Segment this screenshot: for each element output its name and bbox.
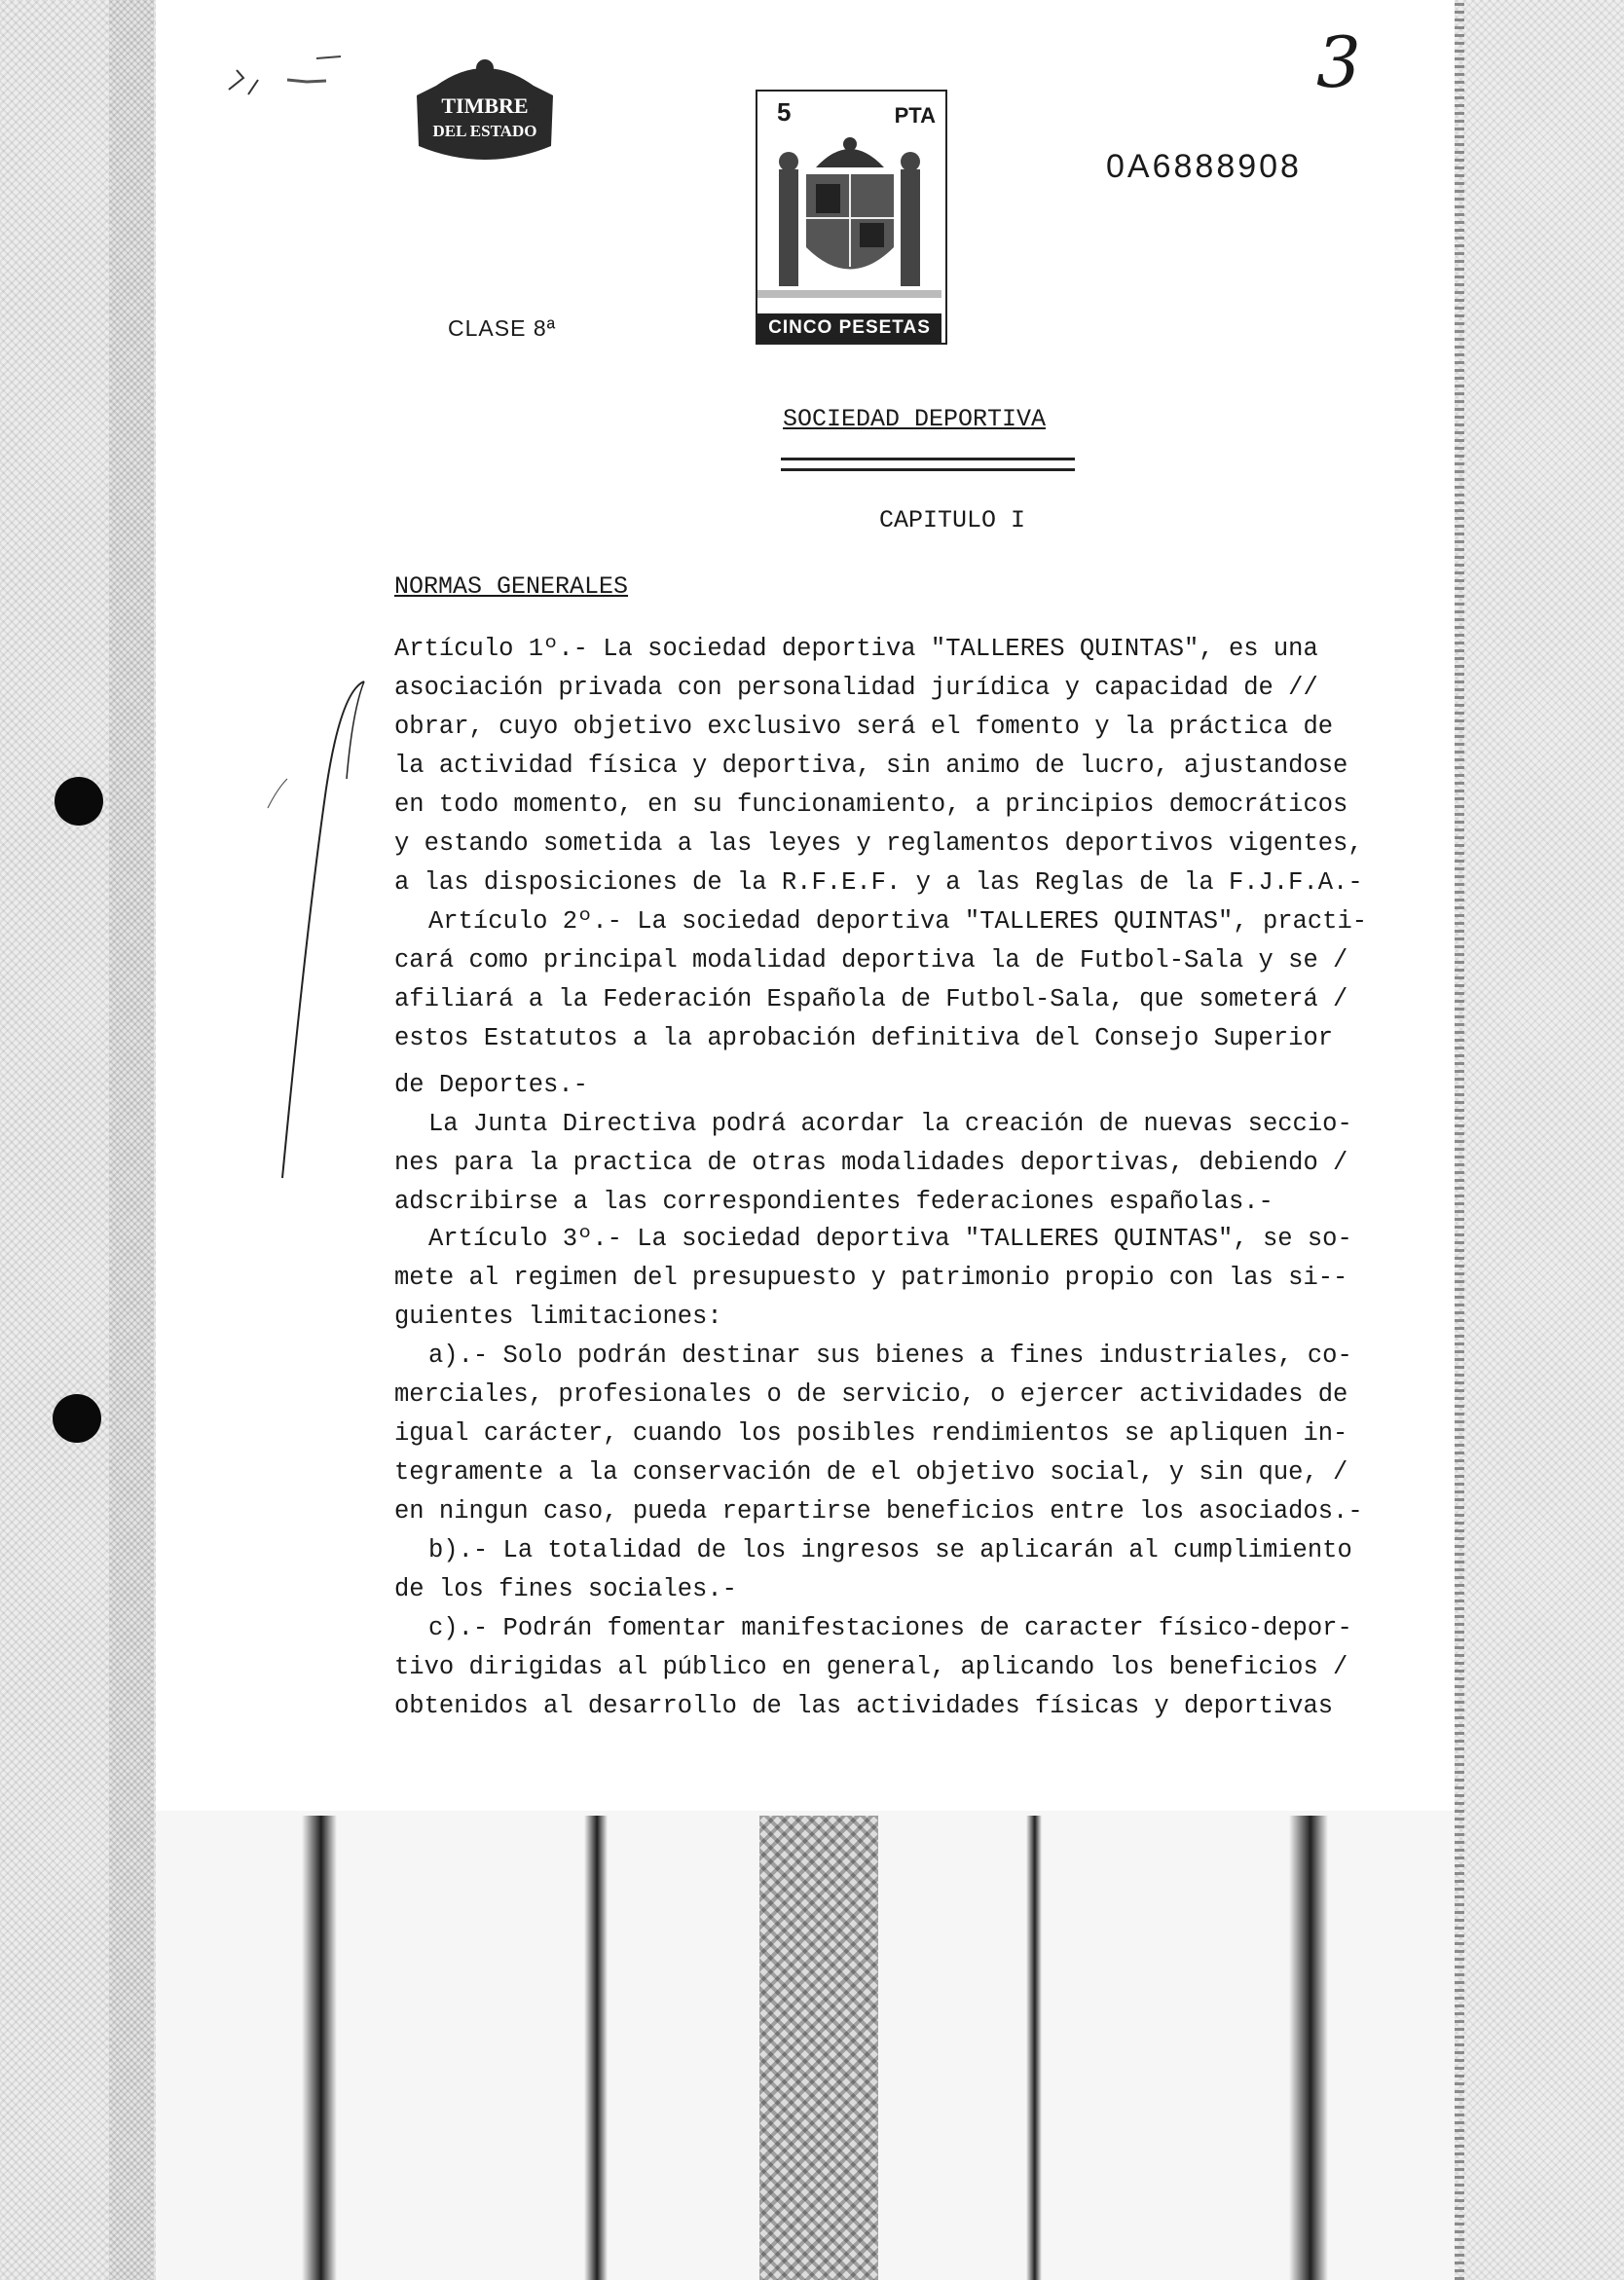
handwritten-margin-mark [263,672,380,1197]
body-line: estos Estatutos a la aprobación definitiva del Consejo Superior [394,1024,1334,1052]
body-line: en ningun caso, pueda repartirse beneficios entre los asociados.- [394,1497,1363,1526]
punch-hole-bottom [53,1394,101,1443]
body-line: asociación privada con personalidad jurídica y capacidad de // [394,674,1318,702]
body-line: obtenidos al desarrollo de las actividades físicas y deportivas [394,1692,1334,1720]
body-line: en todo momento, en su funcionamiento, a principios democráticos [394,791,1348,819]
body-line: tivo dirigidas al público en general, aplicando los beneficios / [394,1653,1348,1681]
timbre-del-estado-logo [407,56,563,165]
scan-left-margin [0,0,156,2280]
section-heading: NORMAS GENERALES [394,572,629,601]
body-line: tegramente a la conservación de el objetivo social, y sin que, / [394,1458,1348,1487]
serial-number: 0A6888908 [1106,148,1302,185]
body-line: Artículo 1º.- La sociedad deportiva "TALLERES QUINTAS", es una [394,635,1318,663]
fiscal-stamp [756,90,947,345]
body-line: afiliará a la Federación Española de Futbol-Sala, que someterá / [394,985,1348,1013]
body-line: y estando sometida a las leyes y reglamentos deportivos vigentes, [394,829,1363,858]
body-line: de los fines sociales.- [394,1575,737,1603]
stamp-currency: PTA [894,103,936,128]
coat-of-arms-icon [757,130,941,298]
scan-streak [1289,1816,1328,2280]
stamp-class-label: CLASE 8ª [448,315,557,341]
document-title: SOCIEDAD DEPORTIVA [783,405,1047,433]
logo-line1: TIMBRE [441,93,529,118]
body-line: guientes limitaciones: [394,1303,722,1331]
body-line: a las disposiciones de la R.F.E.F. y a las Reglas de la F.J.F.A.- [394,868,1363,897]
body-line: a).- Solo podrán destinar sus bienes a fines industriales, co- [428,1342,1352,1370]
scan-right-edge [1455,0,1464,2280]
title-double-rule-lower [781,468,1075,471]
body-line: La Junta Directiva podrá acordar la creación de nuevas seccio- [428,1110,1352,1138]
body-line: cará como principal modalidad deportiva la de Futbol-Sala y se / [394,946,1348,975]
body-line: merciales, profesionales o de servicio, o ejercer actividades de [394,1380,1348,1409]
scan-left-edge [109,0,154,2280]
body-line: Artículo 2º.- La sociedad deportiva "TALLERES QUINTAS", practi- [428,907,1368,936]
scan-streak [1026,1816,1042,2280]
body-line: la actividad física y deportiva, sin animo de lucro, ajustandose [394,752,1348,780]
scan-mesh [759,1816,878,2280]
punch-hole-top [55,777,103,826]
scribble-mark [219,51,355,109]
body-line: Artículo 3º.- La sociedad deportiva "TALLERES QUINTAS", se so- [428,1225,1352,1253]
body-line: nes para la practica de otras modalidades deportivas, debiendo / [394,1149,1348,1177]
title-double-rule-upper [781,458,1075,460]
body-line: igual carácter, cuando los posibles rendimientos se apliquen in- [394,1419,1348,1448]
chapter-heading: CAPITULO I [879,506,1026,534]
body-line: mete al regimen del presupuesto y patrimonio propio con las si-- [394,1264,1348,1292]
body-line: adscribirse a las correspondientes federaciones españolas.- [394,1188,1273,1216]
scan-right-margin [1455,0,1624,2280]
body-line: obrar, cuyo objetivo exclusivo será el fomento y la práctica de [394,713,1334,741]
scan-bottom-artifacts [156,1811,1455,2280]
body-line: b).- La totalidad de los ingresos se aplicarán al cumplimiento [428,1536,1352,1564]
logo-line2: DEL ESTADO [432,122,537,140]
scan-streak [302,1816,337,2280]
scan-streak [584,1816,608,2280]
stamp-band-text: CINCO PESETAS [757,313,941,343]
page-number: 3 [1316,21,1361,103]
body-line: c).- Podrán fomentar manifestaciones de caracter físico-depor- [428,1614,1352,1642]
stamp-value: 5 [777,97,792,127]
body-line: de Deportes.- [394,1071,588,1099]
